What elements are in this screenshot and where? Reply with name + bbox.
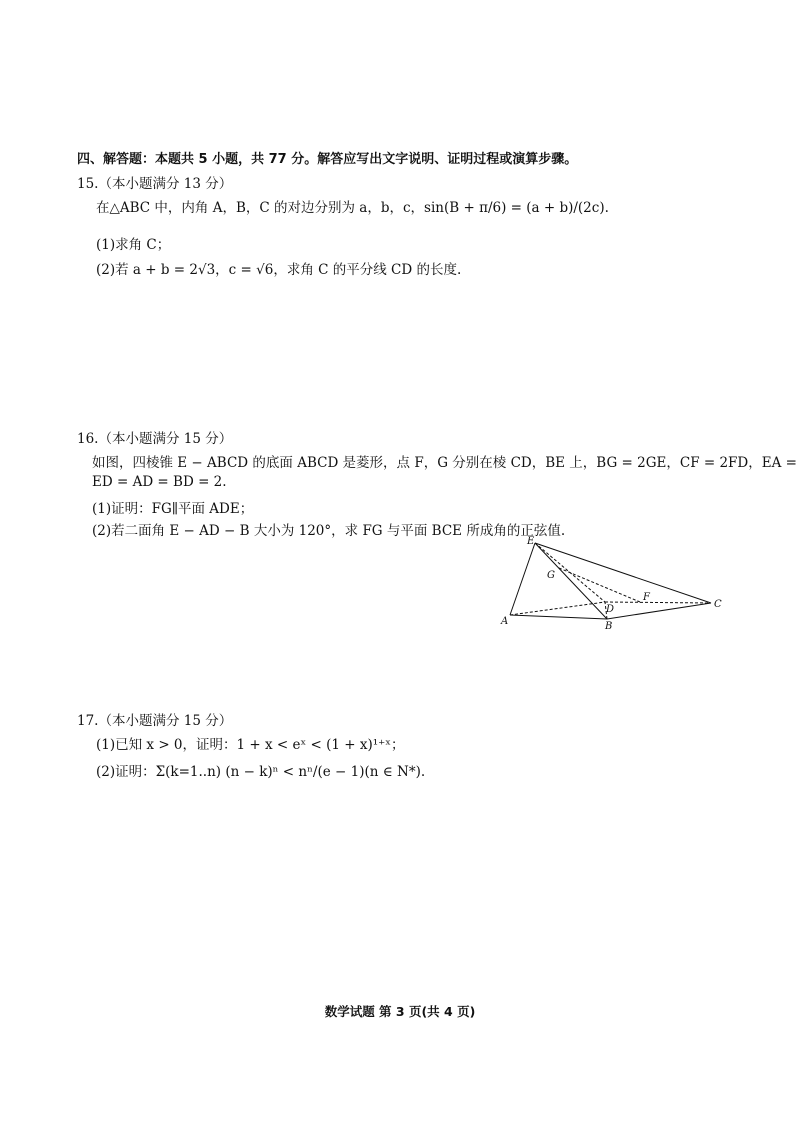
- edge-BC: [607, 603, 711, 619]
- q15-part2-text: (2)若 a + b = 2√3，c = √6，求角 C 的平分线 CD 的长度.: [96, 262, 462, 278]
- q15-stem: [96, 196, 609, 216]
- q17-header: 17.（本小题满分 15 分）: [77, 713, 233, 729]
- q16-header: 16.（本小题满分 15 分）: [77, 431, 233, 447]
- q15-stem-text: 在△ABC 中，内角 A，B，C 的对边分别为 a，b，c，sin(B + π/6) = (a + b)/(2c).: [96, 200, 609, 216]
- page-footer: 数学试题 第 3 页(共 4 页): [324, 1004, 476, 1019]
- q17-part1-text: (1)已知 x > 0，证明：1 + x < eˣ < (1 + x)¹⁺ˣ；: [96, 737, 405, 753]
- q15-part2: [96, 258, 461, 278]
- label-B: B: [605, 621, 613, 632]
- label-C: C: [714, 599, 722, 610]
- q16-line2: ED = AD = BD = 2.: [92, 474, 227, 490]
- label-A: A: [501, 616, 509, 627]
- q17-part1: [96, 733, 405, 753]
- q17-part2-text: (2)证明：Σ(k=1..n) (n − k)ⁿ < nⁿ/(e − 1)(n ∈ N*).: [96, 764, 426, 780]
- label-D: D: [606, 604, 615, 615]
- q15-part1: (1)求角 C；: [96, 237, 171, 253]
- label-G: G: [547, 570, 555, 581]
- edge-DC: [605, 602, 711, 603]
- section-title: 四、解答题：本题共 5 小题，共 77 分。解答应写出文字说明、证明过程或演算步骤。: [77, 152, 578, 167]
- edge-EC: [535, 543, 711, 603]
- pyramid-figure: [495, 532, 735, 632]
- q16-line1: 如图，四棱锥 E − ABCD 的底面 ABCD 是菱形，点 F，G 分别在棱 CD，BE 上，BG = 2GE，CF = 2FD，EA =: [92, 455, 797, 471]
- edge-EB: [535, 543, 607, 619]
- label-F: F: [643, 592, 650, 603]
- q17-part2: [96, 760, 425, 780]
- label-E: E: [527, 536, 535, 547]
- q16-part2: (2)若二面角 E − AD − B 大小为 120°，求 FG 与平面 BCE 所成角的正弦值.: [92, 523, 566, 539]
- q16-part1: (1)证明：FG∥平面 ADE；: [92, 501, 254, 517]
- edge-EA: [510, 543, 535, 615]
- edge-AD: [510, 602, 605, 615]
- q15-header: 15.（本小题满分 13 分）: [77, 176, 233, 192]
- edge-AB: [510, 615, 607, 619]
